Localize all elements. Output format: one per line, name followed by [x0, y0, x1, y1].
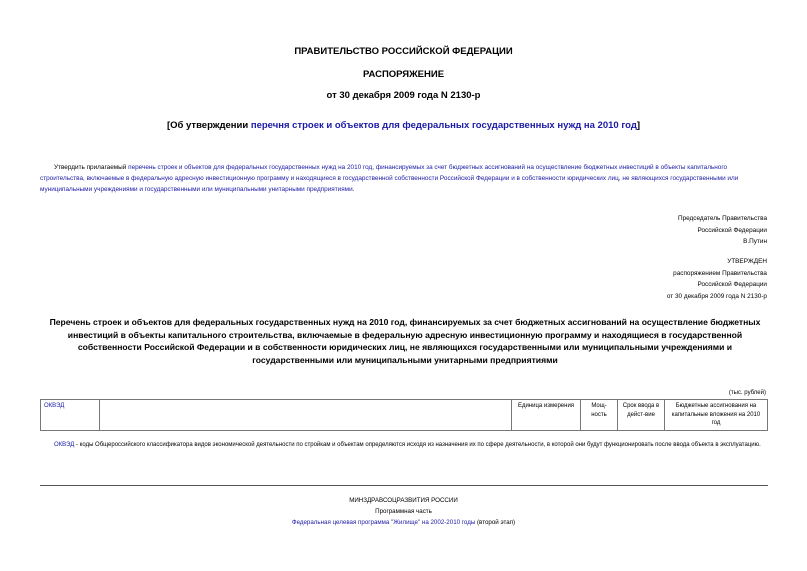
column-budget: Бюджетные ассигнования на капитальные вложения на 2010 год	[665, 400, 768, 431]
subject-link[interactable]: перечня строек и объектов для федеральных государственных нужд на 2010 год	[250, 120, 637, 131]
intro-lead: Утвердить прилагаемый	[54, 164, 129, 171]
government-heading: ПРАВИТЕЛЬСТВО РОССИЙСКОЙ ФЕДЕРАЦИИ	[294, 46, 513, 57]
column-capacity: Мощ-ность	[581, 400, 618, 431]
footnote-text: - коды Общероссийского классификатора видов экономической деятельности по стройкам и объектам определяются исходя из назначения их по сфере деятельности, в которой они будут функционировать после ввода объекта в эксплуатацию.	[74, 442, 761, 448]
approval-line-3: Российской Федерации	[697, 281, 767, 288]
signature-line-1: Председатель Правительства	[678, 215, 767, 222]
column-unit: Единица измерения	[512, 400, 581, 431]
footnote-okved-link[interactable]: ОКВЭД	[54, 442, 75, 448]
column-commissioning: Срок ввода в дейст-вие	[618, 400, 665, 431]
program-heading	[0, 519, 807, 526]
approval-line-4: от 30 декабря 2009 года N 2130-р	[666, 292, 767, 300]
approval-line-2: распоряжением Правительства	[673, 269, 767, 277]
subject-suffix: ]	[636, 120, 641, 131]
approval-line-1: УТВЕРЖДЕН	[727, 258, 767, 265]
document-subject	[0, 120, 807, 131]
table-units: (тыс. рублей)	[728, 390, 766, 396]
ministry-heading: МИНЗДРАВСОЦРАЗВИТИЯ РОССИИ	[349, 497, 458, 504]
column-name	[100, 400, 512, 431]
approval-block	[667, 256, 767, 302]
okved-footnote	[40, 440, 770, 451]
subject-prefix: [Об утверждении	[166, 120, 251, 131]
signature-line-3: В.Путин	[743, 238, 767, 245]
list-title: Перечень строек и объектов для федеральных государственных нужд на 2010 год, финансируемых за счет бюджетных ассигнований на осуществление бюджетных инвестиций в объекты капитального строительства, включаемые в федеральную адресную инвестиционную программу и находящиеся в государственной собственности Российской Федерации и в собственности юридических лиц, не являющихся государственными или муниципальными учреждениями и государственными или муниципальными унитарными предприятиями	[49, 317, 761, 365]
intro-end: .	[352, 186, 355, 193]
signature-line-2: Российской Федерации	[697, 226, 767, 234]
intro-paragraph	[40, 162, 770, 195]
okved-table	[40, 399, 768, 431]
section-divider	[40, 485, 768, 486]
signature-block	[678, 213, 767, 248]
program-suffix: (второй этап)	[475, 519, 516, 526]
table-header-row	[41, 400, 768, 431]
okved-link[interactable]: ОКВЭД	[44, 403, 65, 409]
intro-list-link[interactable]: перечень строек и объектов для федеральных государственных нужд на 2010 год, финансируемых за счет бюджетных ассигнований на осуществление бюджетных инвестиций в объекты капитального строительства, включаемые в федеральную адресную инвестиционную программу и находящиеся в государственной собственности Российской Федерации и в собственности юридических лиц, не являющихся государственными или муниципальными учреждениями и государственными или муниципальными унитарными предприятиями	[40, 164, 739, 193]
section-heading: Программная часть	[375, 508, 432, 515]
document-date-number: от 30 декабря 2009 года N 2130-р	[326, 90, 481, 101]
column-okved[interactable]	[41, 400, 100, 431]
document-type-heading: РАСПОРЯЖЕНИЕ	[362, 69, 445, 80]
program-link[interactable]: Федеральная целевая программа "Жилище" на 2002-2010 годы	[291, 519, 476, 526]
